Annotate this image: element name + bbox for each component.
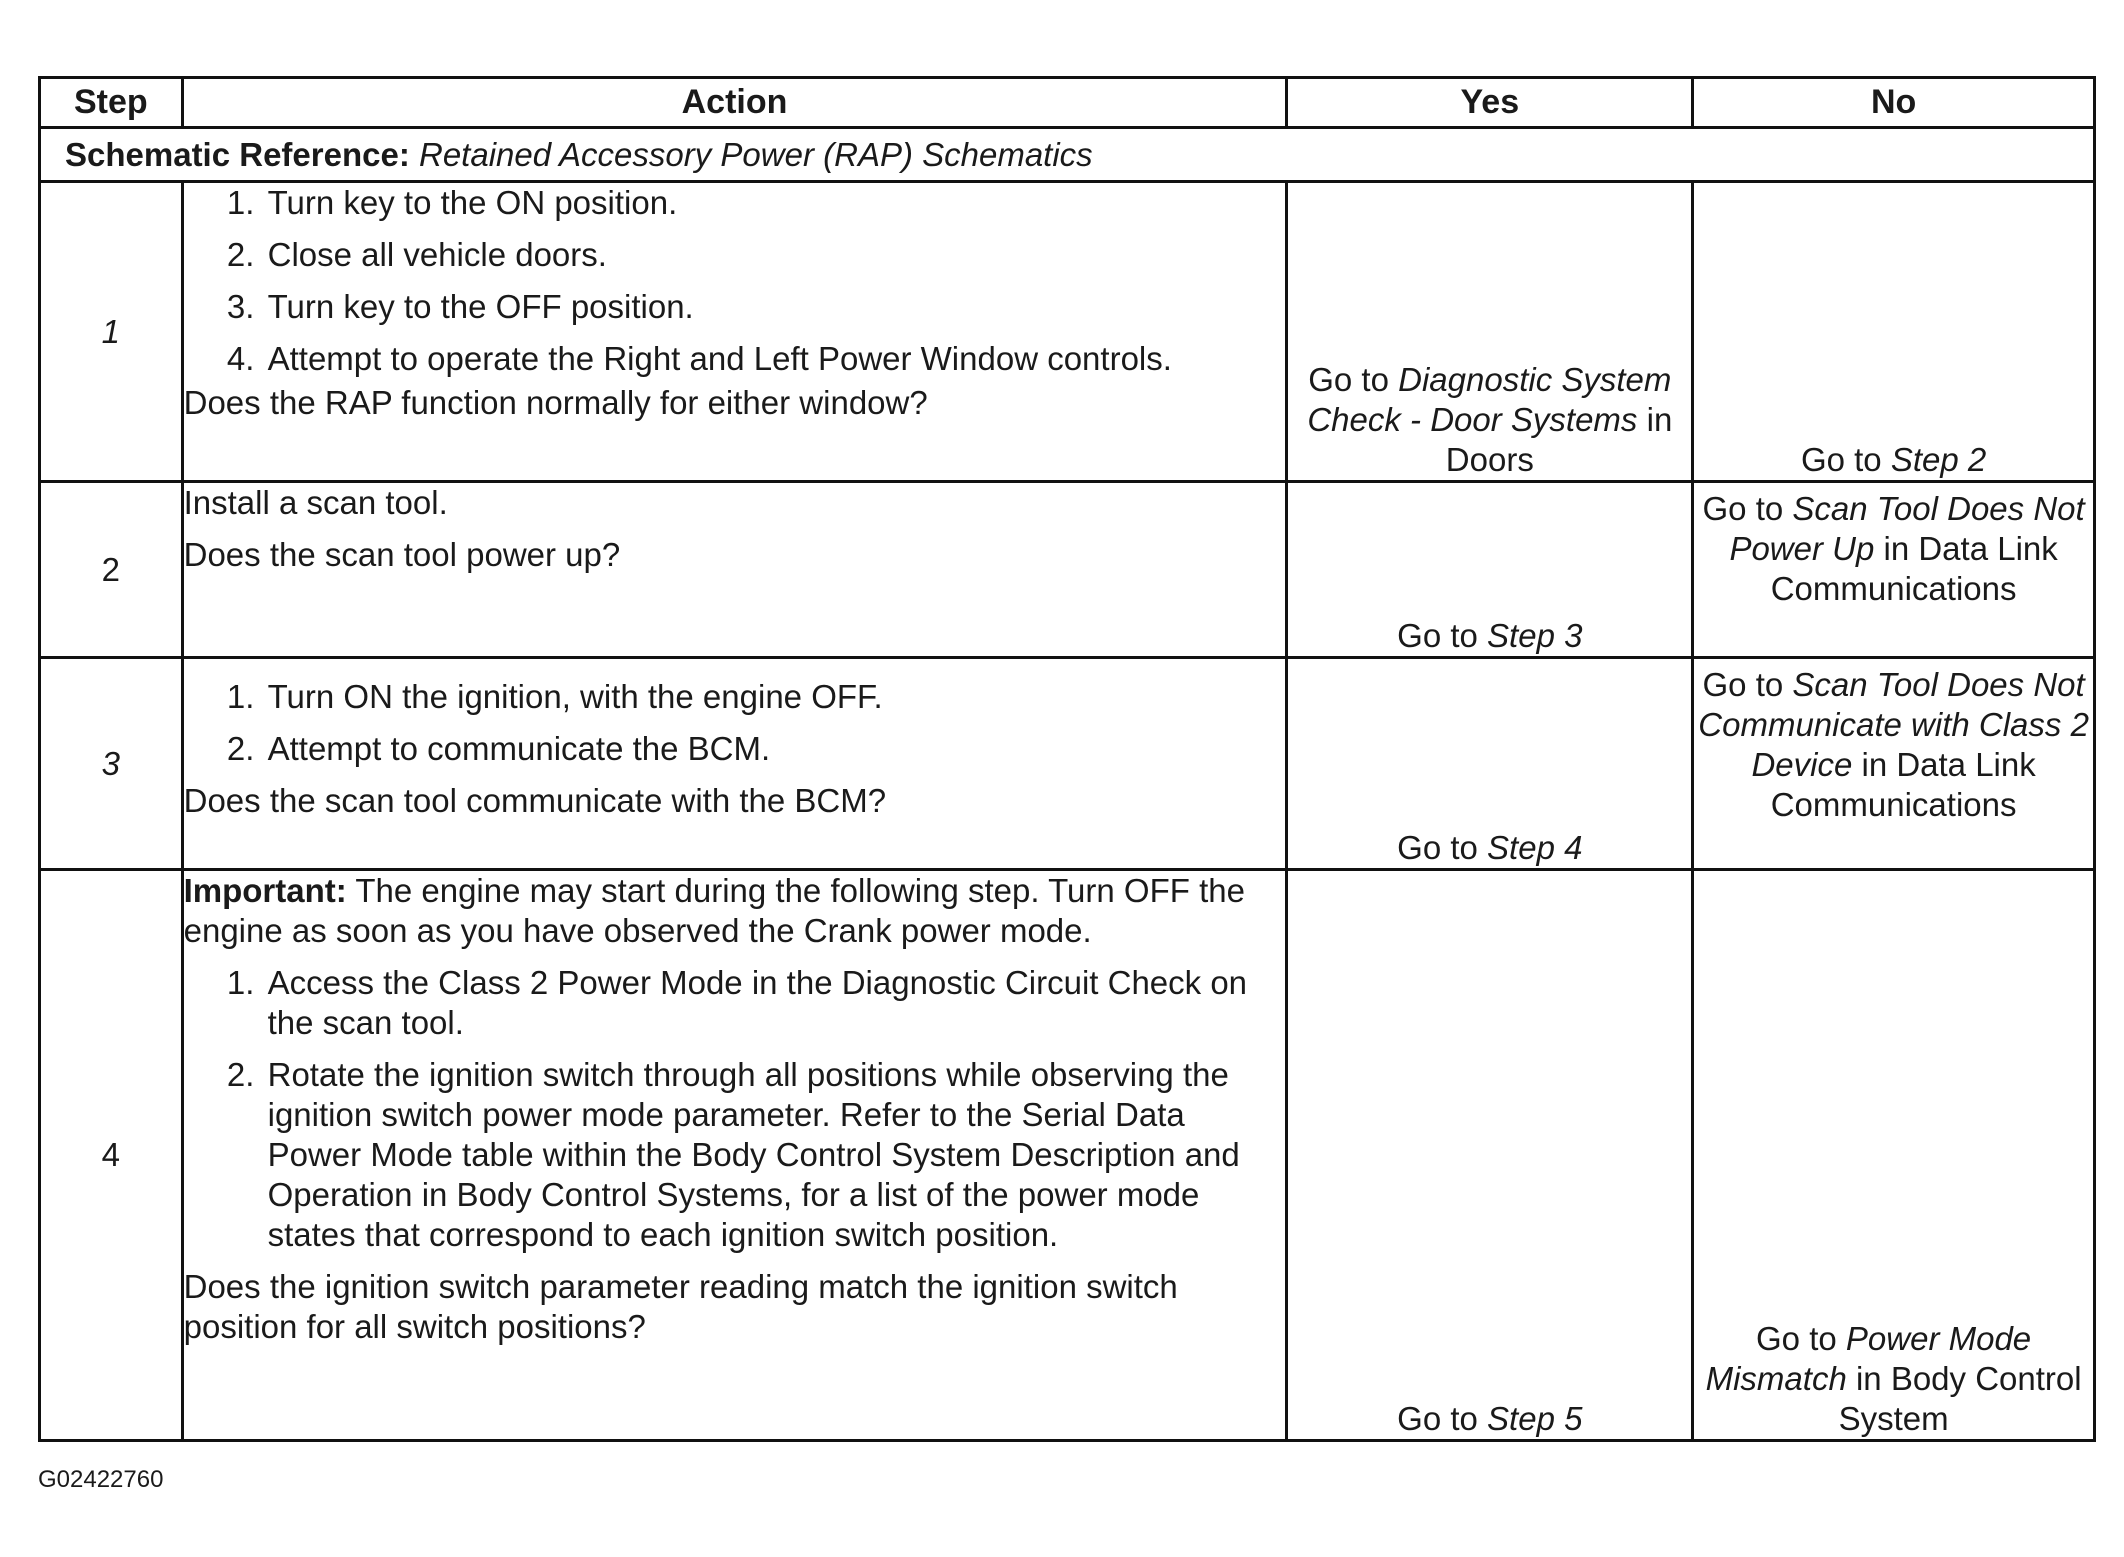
no-suffix: in Body Control System — [1838, 1360, 2082, 1437]
yes-prefix: Go to — [1397, 829, 1488, 866]
yes-link[interactable]: Diagnostic System Check - Door Systems — [1307, 361, 1672, 438]
action-list — [184, 183, 1286, 379]
yes-cell — [1287, 182, 1693, 482]
action-question: Does the ignition switch parameter reading match the ignition switch position for all switch positions? — [183, 1268, 1178, 1345]
schematic-reference-link: Retained Accessory Power (RAP) Schematics — [419, 135, 1093, 173]
action-item: 4. Attempt to operate the Right and Left Power Window controls. — [264, 339, 1286, 379]
action-item: 2. Rotate the ignition switch through all positions while observing the ignition switch power mode parameter. Refer to the Serial Data Power Mode table within the Body Control System Description and Operation in Body Control Systems, for a list of the power mode states that correspond to each ignition switch position. — [264, 1055, 1286, 1255]
yes-prefix: Go to — [1397, 1400, 1488, 1437]
yes-suffix: in Doors — [1445, 401, 1673, 478]
schematic-reference — [40, 128, 2095, 182]
yes-cell — [1287, 870, 1693, 1441]
action-item: 1. Access the Class 2 Power Mode in the Diagnostic Circuit Check on the scan tool. — [264, 963, 1286, 1043]
no-cell — [1693, 182, 2095, 482]
no-cell — [1693, 870, 2095, 1441]
schematic-reference-label: Schematic Reference: — [65, 135, 410, 173]
schematic-reference-row — [40, 128, 2095, 182]
header-yes: Yes — [1287, 78, 1693, 128]
no-cell — [1693, 482, 2095, 658]
yes-cell — [1287, 482, 1693, 658]
action-cell — [182, 482, 1287, 658]
header-action: Action — [182, 78, 1287, 128]
no-suffix: in Data Link Communications — [1770, 530, 2058, 607]
step-number: 3 — [40, 658, 183, 870]
yes-prefix: Go to — [1308, 361, 1399, 398]
action-line: Install a scan tool. — [183, 484, 448, 521]
no-prefix: Go to — [1702, 666, 1793, 703]
diagnostic-table — [38, 76, 2096, 1442]
action-list — [184, 963, 1286, 1255]
yes-link[interactable]: Step 5 — [1487, 1400, 1583, 1437]
action-question: Does the scan tool communicate with the BCM? — [183, 782, 887, 819]
no-prefix: Go to — [1800, 441, 1891, 478]
action-item: 2. Attempt to communicate the BCM. — [264, 729, 1286, 769]
important-text: The engine may start during the following step. Turn OFF the engine as soon as you have observed the Crank power mode. — [183, 872, 1245, 949]
no-prefix: Go to — [1756, 1320, 1846, 1357]
action-item: 1. Turn ON the ignition, with the engine OFF. — [264, 677, 1286, 717]
table-row — [40, 658, 2095, 870]
action-item: 3. Turn key to the OFF position. — [264, 287, 1286, 327]
important-label: Important: — [183, 872, 347, 909]
header-step: Step — [40, 78, 183, 128]
step-number: 4 — [40, 870, 183, 1441]
table-row — [40, 870, 2095, 1441]
yes-link[interactable]: Step 4 — [1487, 829, 1583, 866]
no-link[interactable]: Scan Tool Does Not Power Up — [1729, 490, 2085, 567]
important-note — [184, 871, 1286, 951]
no-suffix: in Data Link Communications — [1770, 746, 2036, 823]
action-cell — [182, 658, 1287, 870]
yes-cell — [1287, 658, 1693, 870]
action-question: Does the RAP function normally for either window? — [183, 384, 928, 421]
no-link[interactable]: Scan Tool Does Not Communicate with Class 2 Device — [1698, 666, 2089, 783]
no-link[interactable]: Step 2 — [1890, 441, 1987, 478]
figure-id: G02422760 — [38, 1466, 164, 1493]
yes-prefix: Go to — [1397, 617, 1488, 654]
action-question: Does the scan tool power up? — [183, 536, 621, 573]
action-list — [184, 677, 1286, 769]
action-item: 2. Close all vehicle doors. — [264, 235, 1286, 275]
no-prefix: Go to — [1702, 490, 1793, 527]
action-item: 1. Turn key to the ON position. — [264, 183, 1286, 223]
table-row — [40, 482, 2095, 658]
header-no: No — [1693, 78, 2095, 128]
table-row — [40, 182, 2095, 482]
no-link[interactable]: Power Mode Mismatch — [1705, 1320, 2032, 1397]
step-number: 1 — [40, 182, 183, 482]
no-cell — [1693, 658, 2095, 870]
action-cell — [182, 182, 1287, 482]
table-header-row — [40, 78, 2095, 128]
yes-link[interactable]: Step 3 — [1487, 617, 1583, 654]
action-cell — [182, 870, 1287, 1441]
step-number: 2 — [40, 482, 183, 658]
